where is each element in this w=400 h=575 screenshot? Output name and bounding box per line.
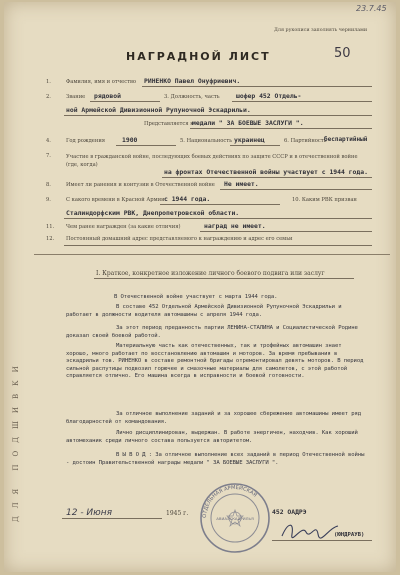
header-note: Для рукописи заполнять чернилами	[274, 28, 368, 33]
field-10-label: 10. Каким РВК призван	[292, 197, 357, 203]
svg-text:АВИАЭСКАДРИЛЬЯ: АВИАЭСКАДРИЛЬЯ	[216, 516, 254, 521]
field-8-value: Не имеет.	[224, 180, 259, 188]
body-paragraph-1: В Отечественной войне участвует с марта 1944 года.	[114, 294, 278, 300]
field-2-number: 2.	[46, 94, 51, 100]
field-1-number: 1.	[46, 79, 51, 85]
document-title: НАГРАДНОЙ ЛИСТ	[126, 50, 271, 63]
award-value: медали " ЗА БОЕВЫЕ ЗАСЛУГИ ".	[192, 119, 304, 127]
signer-name: (ЮНДРАУВ)	[334, 532, 365, 538]
handwritten-signature	[280, 518, 340, 542]
field-3-value: шофер 452 Отдель-	[236, 92, 302, 100]
body-paragraph-5: За отличное выполнение заданий и за хорошее сбережение автомашины имеет ряд благодарностей от командования.	[66, 411, 362, 425]
signature-year: 1945 г.	[166, 510, 189, 517]
field-4-value: 1900	[122, 136, 138, 144]
field-12-label: Постоянный домашний адрес представляемого к награждению и адрес его семьи	[66, 236, 293, 242]
field-5-label: 5. Национальность	[180, 138, 232, 144]
body-paragraph-3: За этот период преданность партии ЛЕНИНА-СТАЛИНА и Социалистической Родине доказал своей боевой работой.	[66, 325, 358, 339]
award-label: Представляется к	[144, 121, 194, 127]
body-paragraph-7: В Ы В О Д : За отличное выполнение всех заданий в период Отечественной войны - достоин Правительственной награды медали " ЗА БОЕВЫЕ ЗАСЛУГИ ".	[66, 452, 365, 466]
body-paragraph-4: Материальную часть как отечественных, так и трофейных автомашин знает хорошо, много работает по восстановлению автомашин и моторов. За время пребывания в эскадрильи тов. РИНЕНКО в составе ремонтной бригады отремонтировал девять моторов. В период сильной распутицы подвозил горючее и смазочные материалы для самолетов, с этой работой справляется отлично. Его машина всегда в исправности и боевой готовности.	[66, 343, 364, 379]
corner-number: 23.7.45	[356, 4, 387, 13]
field-9-number: 9.	[46, 197, 51, 203]
field-8-number: 8.	[46, 182, 51, 188]
field-11-number: 11.	[46, 224, 55, 230]
field-10-value: Сталиндорфским РВК, Днепропетровской области.	[66, 209, 240, 217]
field-3-value-cont: ной Армейской Дивизионной Рупуночной Эскадрильи.	[66, 106, 251, 114]
vertical-binding-label: ДЛЯ ПОДШИВКИ	[12, 358, 20, 522]
field-4-number: 4.	[46, 138, 51, 144]
field-9-label: С какого времени в Красной Армии	[66, 197, 165, 203]
section-divider	[34, 254, 390, 255]
svg-text:ОТДЕЛЬНАЯ АРМЕЙСКАЯ: ОТДЕЛЬНАЯ АРМЕЙСКАЯ	[201, 484, 258, 519]
field-5-value: украинец	[234, 136, 265, 144]
field-12-number: 12.	[46, 236, 55, 242]
field-11-value: наград не имеет.	[204, 222, 266, 230]
commander-unit: 452 ОАДРЭ	[272, 508, 307, 516]
field-7-label: Участие в гражданской войне, последующих боевых действиях по защите СССР и в отечественной войне (где, когда)	[66, 154, 358, 168]
field-4-label: Год рождения	[66, 138, 106, 144]
field-11-label: Чем ранее награжден (за какие отличия)	[66, 224, 181, 230]
official-stamp	[199, 482, 271, 554]
field-8-label: Имеет ли ранения и контузии в Отечественной войне	[66, 182, 215, 188]
award-sheet	[4, 2, 396, 572]
field-7-value: на фронтах Отечественной войны участвует с 1944 года.	[164, 168, 368, 176]
field-2-label: Звание	[66, 94, 86, 100]
body-paragraph-6: Лично дисциплинирован, выдержан. В работе энергичен, находчив. Как хороший автомеханик среди личного состава пользуется авторитетом.	[66, 430, 358, 444]
field-2-value: рядовой	[94, 92, 121, 100]
signature-date: 12 - Июня	[66, 508, 113, 518]
field-6-label: 6. Партийность	[284, 138, 327, 144]
field-1-value: РИНЕНКО Павел Онуфриевич.	[144, 77, 241, 85]
section-heading: I. Краткое, конкретное изложение личного боевого подвига или заслуг	[96, 270, 325, 277]
body-paragraph-2: В составе 452 Отдельной Армейской Дивизионной Рупуночной Эскадрильи и работает в должности водителя автомашины с апреля 1944 года.	[66, 304, 342, 318]
field-3-label: 3. Должность, часть	[164, 94, 220, 100]
field-6-value: беспартийный	[324, 136, 368, 143]
sheet-number: 50	[334, 46, 351, 61]
field-9-value: с 1944 года.	[164, 195, 211, 203]
field-7-number: 7.	[46, 153, 51, 159]
field-1-label: Фамилия, имя и отчество	[66, 79, 137, 85]
